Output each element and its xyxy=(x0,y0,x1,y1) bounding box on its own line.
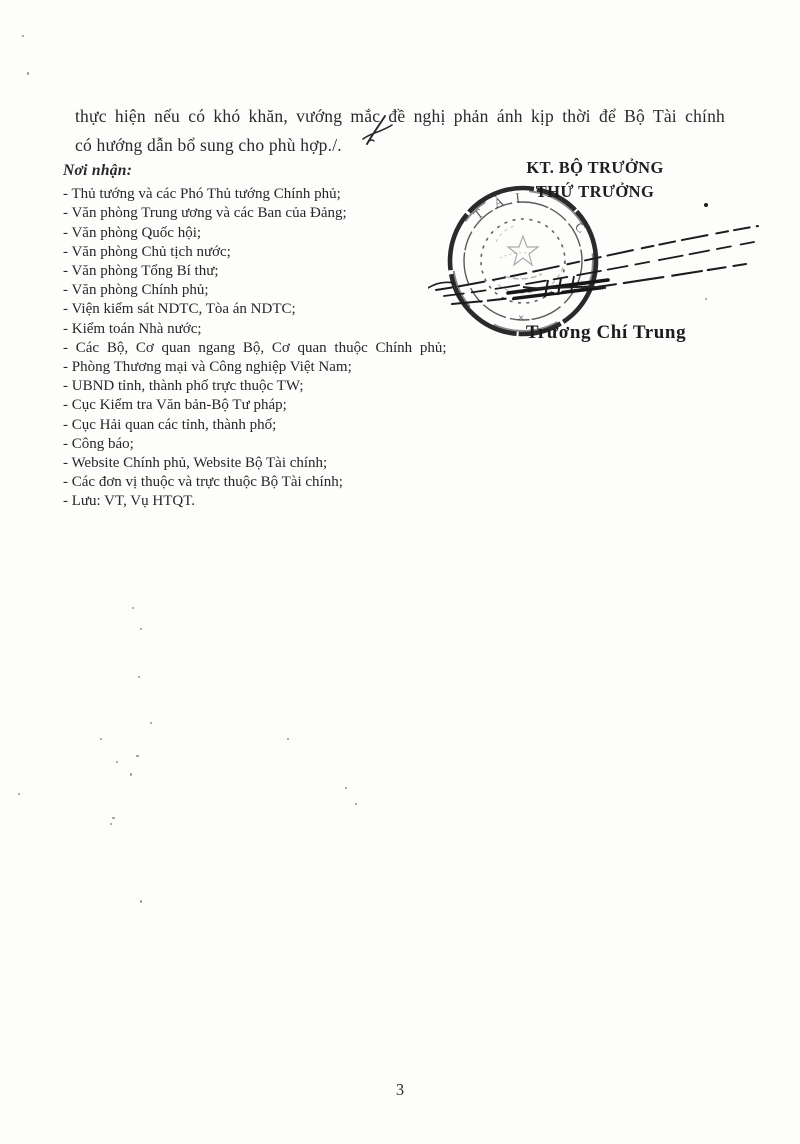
signatory-title: KT. BỘ TRƯỞNG xyxy=(526,158,664,177)
scan-speck xyxy=(18,793,20,795)
svg-text:C: C xyxy=(572,218,589,236)
scan-speck xyxy=(138,676,140,678)
svg-text:À: À xyxy=(491,193,506,211)
recipient-item: - Các Bộ, Cơ quan ngang Bộ, Cơ quan thuộc Chính phủ; xyxy=(63,339,447,356)
recipient-item: - Văn phòng Quốc hội; xyxy=(63,224,202,241)
svg-text:×: × xyxy=(518,312,525,324)
scan-speck xyxy=(110,823,112,825)
recipient-item: - Cục Kiểm tra Văn bản-Bộ Tư pháp; xyxy=(63,397,287,414)
svg-text:I: I xyxy=(514,189,521,205)
scan-speck xyxy=(345,787,347,789)
recipient-item: - Văn phòng Trung ương và các Ban của Đảng; xyxy=(63,205,347,222)
recipients-heading: Nơi nhận: xyxy=(63,162,133,179)
page-number: 3 xyxy=(395,1080,405,1099)
recipient-item: - Công báo; xyxy=(63,435,134,452)
body-paragraph-line1: thực hiện nếu có khó khăn, vướng mắc đề nghị phản ánh kịp thời để Bộ Tài chính xyxy=(75,105,725,126)
scan-speck xyxy=(100,738,102,740)
pen-tick-mark-icon xyxy=(358,113,396,149)
recipient-item: - Văn phòng Chính phủ; xyxy=(63,282,209,299)
svg-text:T: T xyxy=(470,205,487,223)
scan-speck xyxy=(136,755,139,757)
scan-speck xyxy=(140,628,142,630)
scan-speck xyxy=(132,607,134,609)
recipient-item: - Phòng Thương mại và Công nghiệp Việt Nam; xyxy=(63,359,352,376)
recipient-item: - Viện kiểm sát NDTC, Tòa án NDTC; xyxy=(63,301,296,318)
recipients-block xyxy=(63,161,451,512)
scan-speck xyxy=(130,773,132,776)
recipient-item: - Website Chính phủ, Website Bộ Tài chính; xyxy=(63,455,328,472)
recipient-item: - UBND tỉnh, thành phố trực thuộc TW; xyxy=(63,378,304,395)
body-paragraph xyxy=(75,102,725,160)
scan-speck xyxy=(150,722,152,724)
recipient-item: - Các đơn vị thuộc và trực thuộc Bộ Tài chính; xyxy=(63,474,343,491)
scan-speck xyxy=(140,900,142,903)
svg-text:H: H xyxy=(577,279,594,292)
scan-speck xyxy=(116,761,118,763)
scan-speck xyxy=(112,817,115,819)
recipient-item: - Thủ tướng và các Phó Thủ tướng Chính phủ; xyxy=(63,186,341,203)
recipient-item: - Lưu: VT, Vụ HTQT. xyxy=(63,493,196,510)
scan-speck xyxy=(22,35,24,37)
scan-speck xyxy=(27,72,29,75)
recipient-item: - Cục Hải quan các tỉnh, thành phố; xyxy=(63,416,277,433)
signer-name: Trương Chí Trung xyxy=(525,322,687,343)
body-paragraph-line2: có hướng dẫn bổ sung cho phù hợp./. xyxy=(75,134,342,155)
recipient-item: - Văn phòng Tổng Bí thư; xyxy=(63,263,219,280)
recipient-item: - Kiểm toán Nhà nước; xyxy=(63,320,202,337)
scan-speck xyxy=(355,803,357,805)
scan-speck xyxy=(287,738,289,740)
deputy-minister-title: THỨ TRƯỞNG xyxy=(535,182,655,201)
recipient-item: - Văn phòng Chủ tịch nước; xyxy=(63,243,231,260)
